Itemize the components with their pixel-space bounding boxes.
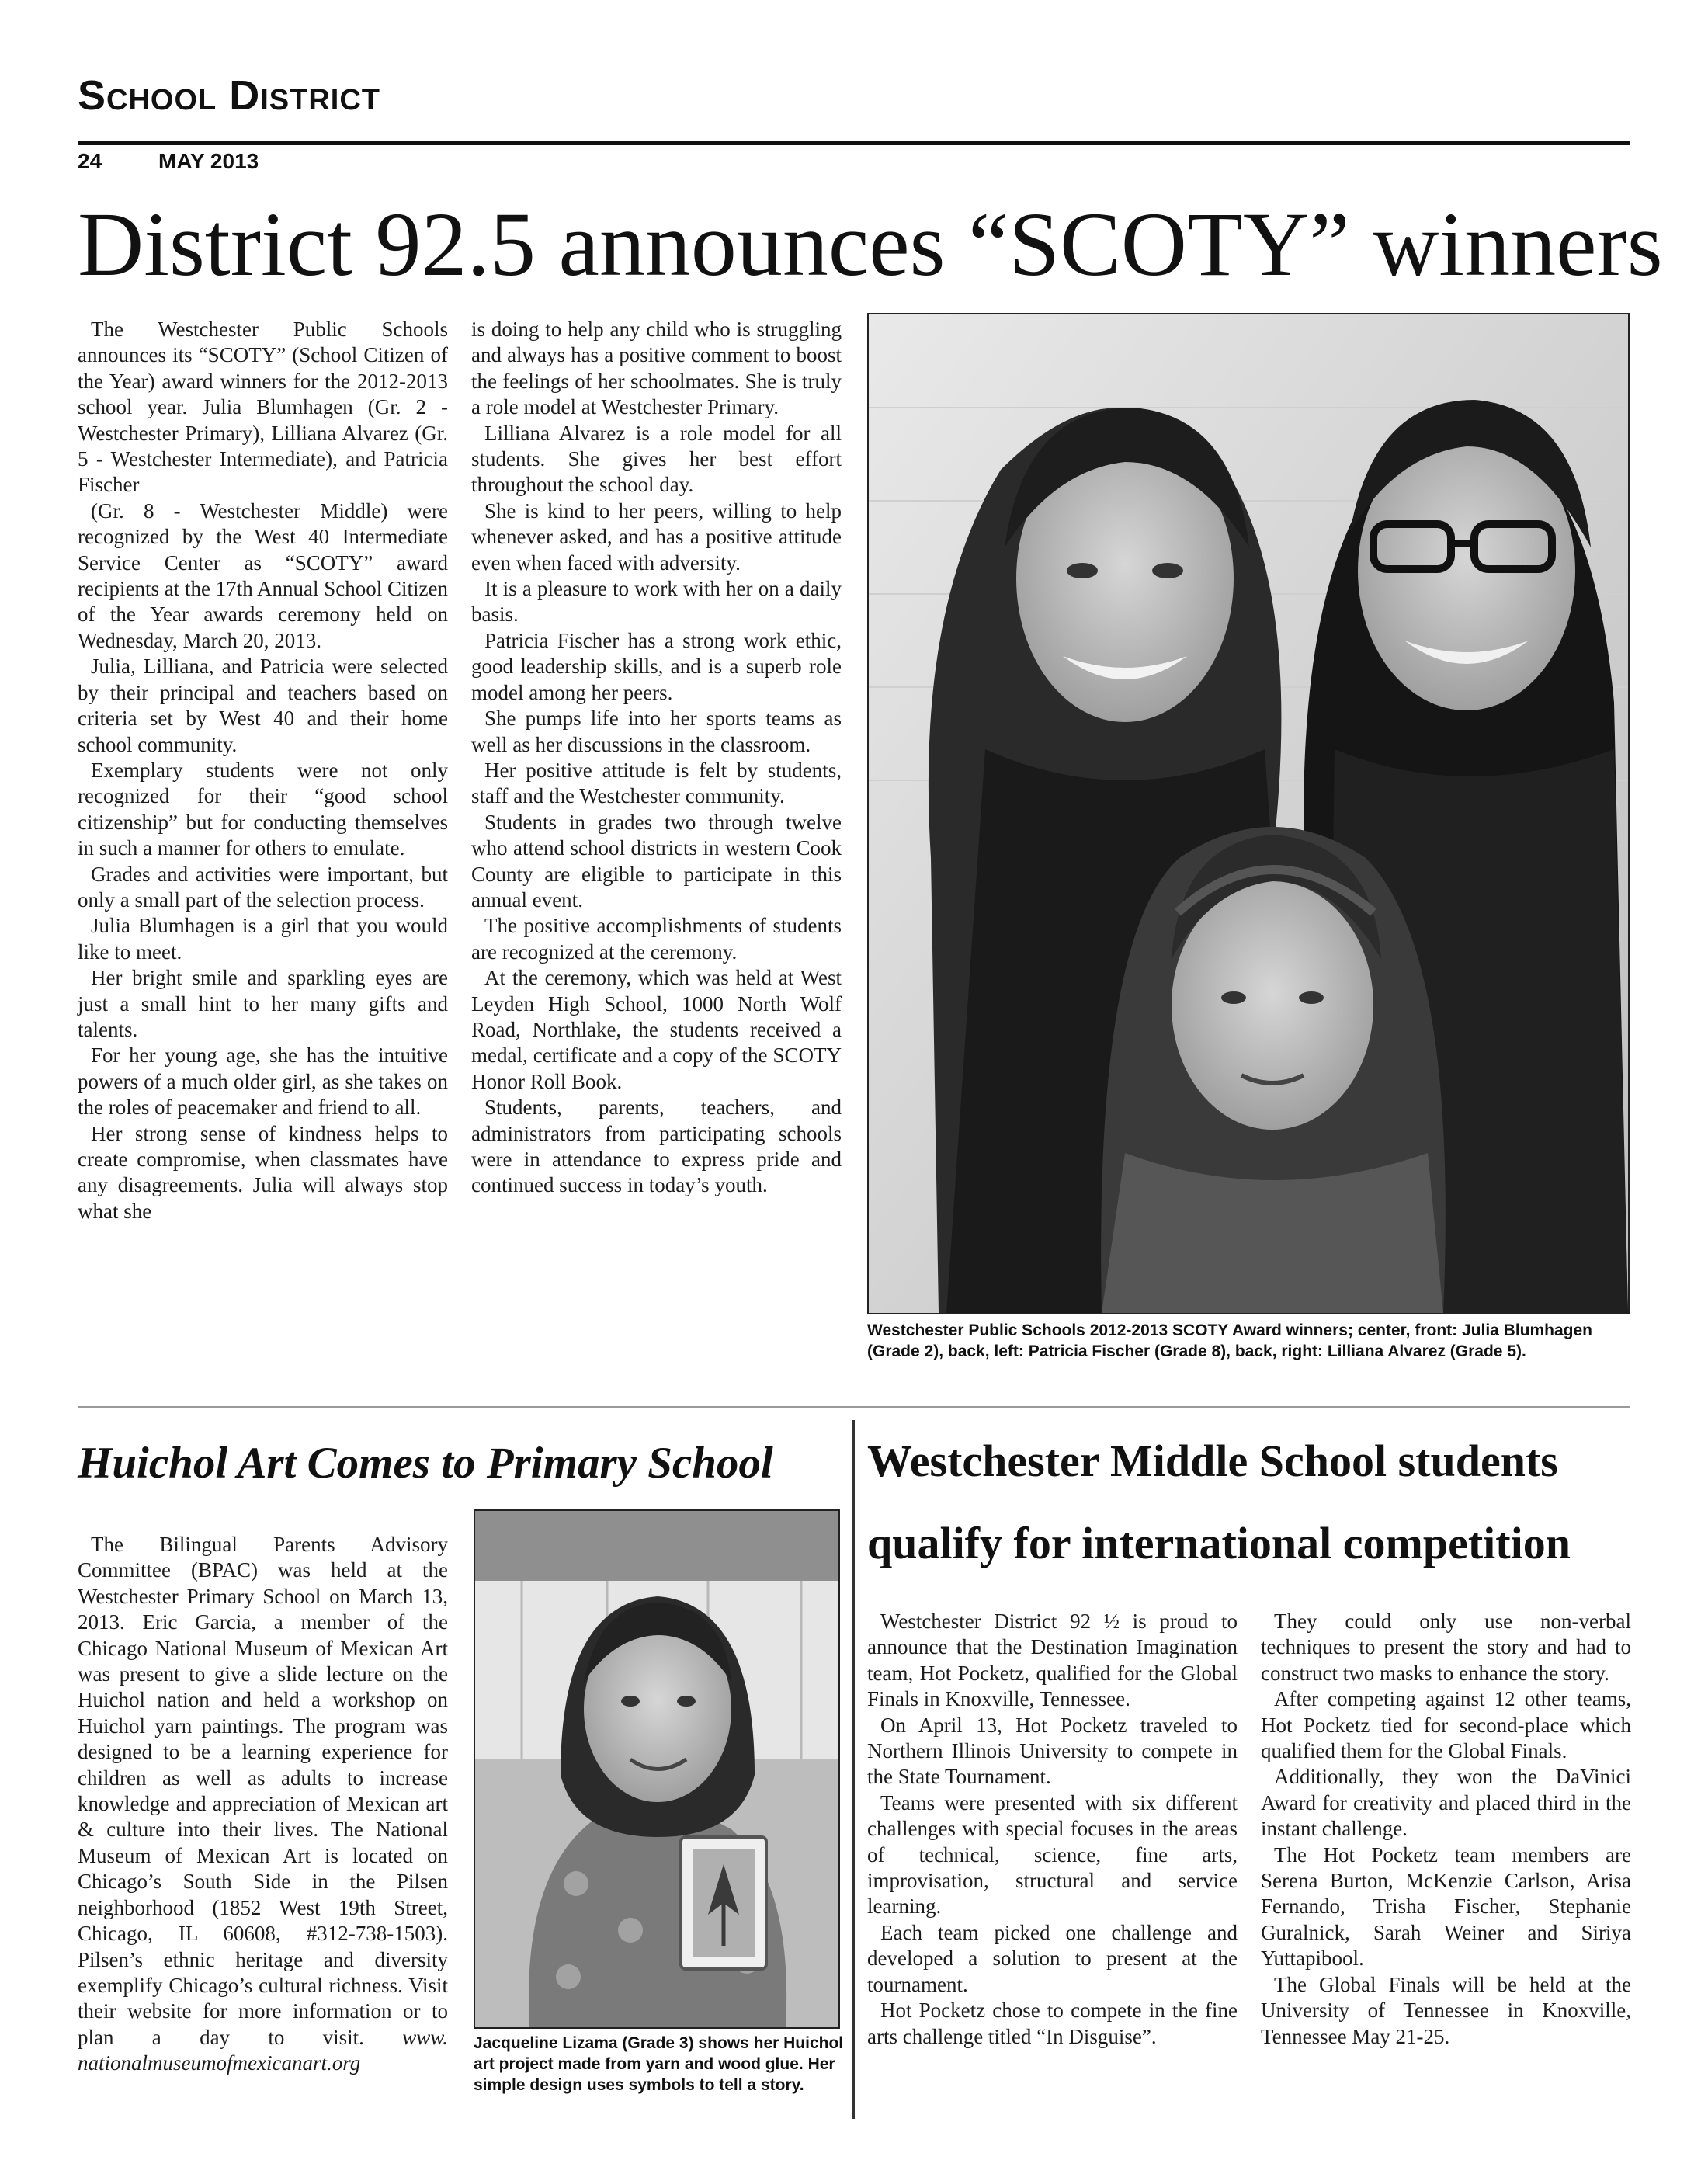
paragraph: The Global Finals will be held at the University of Tennessee in Knoxville, Tennessee May 21-25.	[1261, 1972, 1631, 2048]
page-number: 24	[78, 149, 102, 173]
middle-school-column-1	[867, 1609, 1238, 2050]
section-title: School District	[78, 72, 380, 119]
paragraph: On April 13, Hot Pocketz traveled to Northern Illinois University to compete in the State Tournament.	[867, 1713, 1238, 1789]
middle-school-headline-line2: qualify for international competition	[867, 1518, 1571, 1568]
paragraph: She pumps life into her sports teams as well as her discussions in the classroom.	[471, 707, 842, 756]
main-headline: District 92.5 announces “SCOTY” winners	[78, 193, 1663, 295]
paragraph: (Gr. 8 - Westchester Middle) were recognized by the West 40 Intermediate Service Center as “SCOTY” award recipients at the 17th Annual School Citizen of the Year awards ceremony held on Wednesday, March 20, 2013.	[78, 498, 448, 652]
paragraph: Each team picked one challenge and developed a solution to present at the tournament.	[867, 1920, 1238, 1996]
paragraph: is doing to help any child who is struggling and always has a positive comment to boost the feelings of her schoolmates. She is truly a role model at Westchester Primary.	[471, 318, 842, 419]
paragraph: After competing against 12 other teams, Hot Pocketz tied for second-place which qualified them for the Global Finals.	[1261, 1687, 1631, 1763]
scoty-winners-photo	[867, 313, 1630, 1314]
middle-school-headline-line1: Westchester Middle School students	[867, 1436, 1558, 1486]
paragraph: Her positive attitude is felt by students, staff and the Westchester community.	[471, 758, 842, 808]
middle-school-column-2	[1261, 1609, 1631, 2050]
issue-date: MAY 2013	[158, 149, 259, 173]
huichol-text: The Bilingual Parents Advisory Committee (BPAC) was held at the Westchester Primary School on March 13, 2013. Eric Garcia, a member of the Chicago National Museum of Mexican Art was present to give a slide lecture on the Huichol nation and held a workshop on Huichol yarn paintings. The program was designed to be a learning experience for children as well as adults to increase knowledge and appreciation of Mexican art & culture into their lives. The National Museum of Mexican Art is located on Chicago’s South Side in the Pilsen neighborhood (1852 West 19th Street, Chicago, IL 60608, #312-738-1503). Pilsen’s ethnic heritage and diversity exemplify Chicago’s cultural richness. Visit their website for more information or to plan a day to visit.	[78, 1533, 448, 2049]
paragraph: At the ceremony, which was held at West Leyden High School, 1000 North Wolf Road, Northlake, the students received a medal, certificate and a copy of the SCOTY Honor Roll Book.	[471, 966, 842, 1093]
museum-website: www. nationalmuseumofmexicanart.org	[78, 2025, 449, 2075]
paragraph: Her strong sense of kindness helps to create compromise, when classmates have any disagreements. Julia will always stop what she	[78, 1121, 448, 1223]
column-divider	[852, 1420, 855, 2119]
paragraph: Grades and activities were important, but only a small part of the selection process.	[78, 862, 448, 912]
paragraph	[78, 1532, 448, 2077]
paragraph: Exemplary students were not only recognized for their “good school citizenship” but for conducting themselves in such a manner for others to emulate.	[78, 758, 448, 860]
paragraph: Lilliana Alvarez is a role model for all students. She gives her best effort throughout the school day.	[471, 421, 842, 497]
paragraph: Students in grades two through twelve who attend school districts in western Cook County are eligible to participate in this annual event.	[471, 810, 842, 912]
paragraph: Students, parents, teachers, and administrators from participating schools were in attendance to express pride and continued success in today’s youth.	[471, 1096, 842, 1197]
paragraph: Patricia Fischer has a strong work ethic, good leadership skills, and is a superb role model among her peers.	[471, 628, 842, 704]
paragraph: Her bright smile and sparkling eyes are just a small hint to her many gifts and talents.	[78, 966, 448, 1041]
paragraph: It is a pleasure to work with her on a daily basis.	[471, 577, 842, 627]
section-divider	[78, 1406, 1630, 1408]
paragraph: She is kind to her peers, willing to help whenever asked, and has a positive attitude even when faced with adversity.	[471, 498, 842, 575]
huichol-photo-caption: Jacqueline Lizama (Grade 3) shows her Huichol art project made from yarn and wood glue. Her simple design uses symbols to tell a story.	[474, 2034, 844, 2094]
paragraph: Julia Blumhagen is a girl that you would like to meet.	[78, 914, 448, 964]
header-rule	[78, 141, 1630, 145]
paragraph: For her young age, she has the intuitive powers of a much older girl, as she takes on the roles of peacemaker and friend to all.	[78, 1044, 448, 1120]
paragraph: The Hot Pocketz team members are Serena Burton, McKenzie Carlson, Arisa Fernando, Trisha Fischer, Stephanie Guralnick, Sarah Weiner and Siriya Yuttapibool.	[1261, 1842, 1631, 1971]
paragraph: The positive accomplishments of students are recognized at the ceremony.	[471, 914, 842, 964]
huichol-body	[78, 1532, 448, 2077]
paragraph: Additionally, they won the DaVinici Award for creativity and placed third in the instant challenge.	[1261, 1765, 1631, 1841]
paragraph: The Westchester Public Schools announces its “SCOTY” (School Citizen of the Year) award winners for the 2012-2013 school year. Julia Blumhagen (Gr. 2 - Westchester Primary), Lilliana Alvarez (Gr. 5 - Westchester Intermediate), and Patricia Fischer	[78, 318, 448, 497]
paragraph: Westchester District 92 ½ is proud to announce that the Destination Imagination team, Hot Pocketz, qualified for the Global Finals in Knoxville, Tennessee.	[867, 1610, 1238, 1711]
scoty-photo-caption: Westchester Public Schools 2012-2013 SCOTY Award winners; center, front: Julia Blumhagen (Grade 2), back, left: Patricia Fischer (Grade 8), back, right: Lilliana Alvarez (Grade 5).	[867, 1321, 1593, 1360]
paragraph: They could only use non-verbal techniques to present the story and had to construct two masks to enhance the story.	[1261, 1610, 1631, 1685]
huichol-headline: Huichol Art Comes to Primary School	[78, 1439, 773, 1488]
scoty-column-2	[471, 317, 842, 1199]
paragraph: Julia, Lilliana, and Patricia were selected by their principal and teachers based on criteria set by West 40 and their home school community.	[78, 655, 448, 756]
paragraph: Hot Pocketz chose to compete in the fine arts challenge titled “In Disguise”.	[867, 1999, 1238, 2048]
scoty-column-1	[78, 317, 448, 1224]
huichol-art-photo	[474, 1509, 840, 2029]
paragraph: Teams were presented with six different challenges with special focuses in the areas of technical, science, fine arts, improvisation, structural and service learning.	[867, 1790, 1238, 1919]
